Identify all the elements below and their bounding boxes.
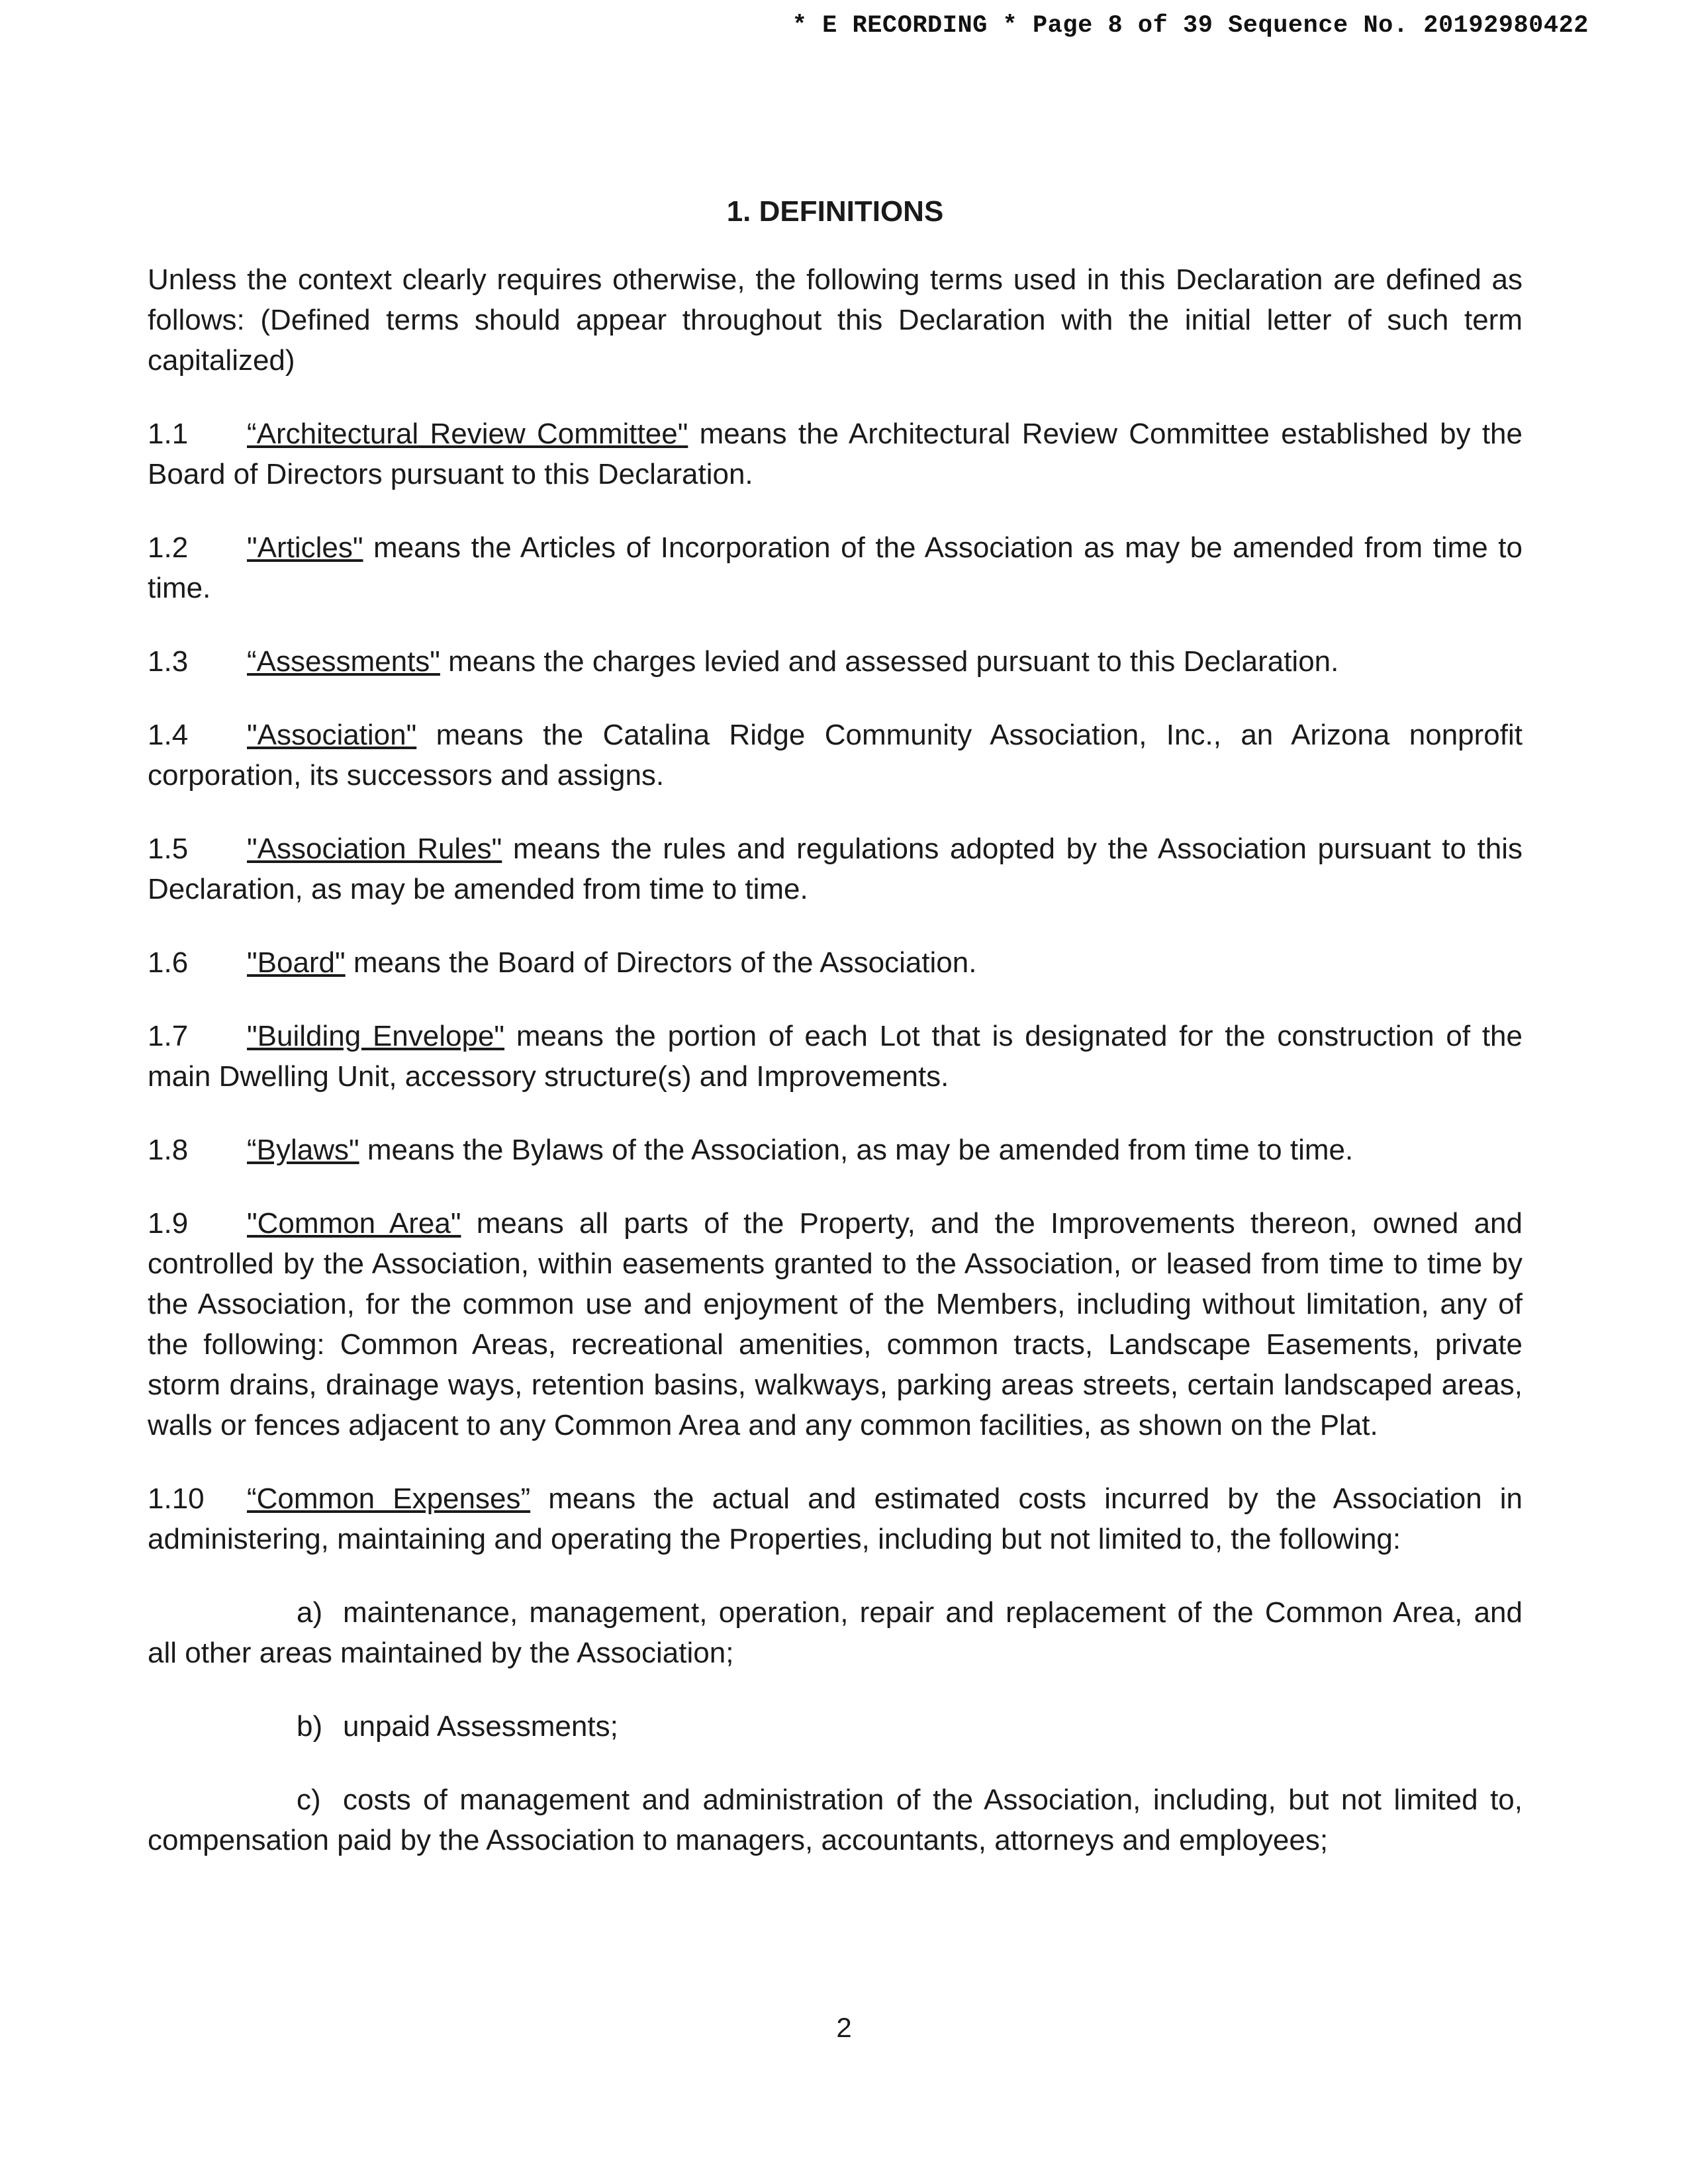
definition-number: 1.10 bbox=[148, 1482, 205, 1515]
definition-text: means the Catalina Ridge Community Association, Inc., an Arizona nonprofit corporation, its successors and assigns. bbox=[148, 719, 1523, 792]
subitem-text: costs of management and administration of the Association, including, but not limited to, compensation paid by the Association to managers, accountants, attorneys and employees; bbox=[148, 1784, 1523, 1856]
definition-term: “Bylaws" bbox=[247, 1134, 359, 1166]
subitem-b bbox=[148, 1706, 1523, 1747]
definition-text: means the Board of Directors of the Association. bbox=[345, 946, 977, 979]
definition-term: "Building Envelope" bbox=[247, 1020, 505, 1052]
page-content bbox=[148, 192, 1523, 1893]
definition-1-6 bbox=[148, 942, 1523, 983]
definition-1-7 bbox=[148, 1016, 1523, 1097]
definition-term: "Association" bbox=[247, 719, 417, 751]
definition-1-1 bbox=[148, 414, 1523, 494]
definition-text: means the actual and estimated costs incurred by the Association in administering, maintaining and operating the Properties, including but not limited to, the following: bbox=[148, 1482, 1523, 1555]
definition-1-5 bbox=[148, 829, 1523, 909]
subitem-letter: a) bbox=[297, 1596, 323, 1629]
definition-number: 1.9 bbox=[148, 1207, 189, 1240]
definition-1-3 bbox=[148, 641, 1523, 682]
definition-text: means the Articles of Incorporation of the Association as may be amended from time to time. bbox=[148, 531, 1523, 604]
recording-stamp: * E RECORDING * Page 8 of 39 Sequence No. 20192980422 bbox=[792, 12, 1589, 40]
subitem-text: unpaid Assessments; bbox=[343, 1710, 618, 1743]
section-title: 1. DEFINITIONS bbox=[726, 195, 944, 228]
subitem-text: maintenance, management, operation, repair and replacement of the Common Area, and all other areas maintained by the Association; bbox=[148, 1596, 1523, 1669]
definition-number: 1.4 bbox=[148, 719, 189, 751]
subitem-a bbox=[148, 1592, 1523, 1673]
definition-text: means the Architectural Review Committee established by the Board of Directors pursuant to this Declaration. bbox=[148, 418, 1523, 490]
definition-text: means the Bylaws of the Association, as may be amended from time to time. bbox=[359, 1134, 1354, 1166]
definition-term: "Articles" bbox=[247, 531, 363, 564]
subitem-c bbox=[148, 1780, 1523, 1860]
definition-term: "Common Area" bbox=[247, 1207, 461, 1240]
definition-text: means the portion of each Lot that is designated for the construction of the main Dwelling Unit, accessory structure(s) and Improvements. bbox=[148, 1020, 1523, 1093]
intro-paragraph: Unless the context clearly requires otherwise, the following terms used in this Declaration are defined as follows: (Defined terms should appear throughout this Declaration with the initial letter of such term capitalized) bbox=[148, 263, 1523, 377]
subitem-letter: b) bbox=[297, 1710, 323, 1743]
definition-term: "Association Rules" bbox=[247, 833, 502, 865]
page-number: 2 bbox=[836, 2012, 852, 2043]
subitem-letter: c) bbox=[297, 1784, 321, 1816]
definition-number: 1.1 bbox=[148, 418, 189, 450]
definition-1-9 bbox=[148, 1203, 1523, 1445]
definition-text: means the rules and regulations adopted by the Association pursuant to this Declaration, as may be amended from time to time. bbox=[148, 833, 1523, 905]
definition-term: “Assessments" bbox=[247, 645, 440, 678]
definition-number: 1.8 bbox=[148, 1134, 189, 1166]
definition-number: 1.7 bbox=[148, 1020, 189, 1052]
definition-number: 1.2 bbox=[148, 531, 189, 564]
definition-text: means all parts of the Property, and the Improvements thereon, owned and controlled by the Association, within easements granted to the Association, or leased from time to time by the Association, for the common use and enjoyment of the Members, including without limitation, any of the following: Common Areas, recreational amenities, common tracts, Landscape Easements, private storm drains, drainage ways, retention basins, walkways, parking areas streets, certain landscaped areas, walls or fences adjacent to any Common Area and any common facilities, as shown on the Plat. bbox=[148, 1207, 1523, 1441]
definition-term: “Architectural Review Committee" bbox=[247, 418, 688, 450]
definition-term: “Common Expenses” bbox=[247, 1482, 531, 1515]
definition-1-4 bbox=[148, 715, 1523, 796]
definition-1-8 bbox=[148, 1130, 1523, 1170]
definition-1-2 bbox=[148, 527, 1523, 608]
definition-number: 1.6 bbox=[148, 946, 189, 979]
definition-text: means the charges levied and assessed pursuant to this Declaration. bbox=[440, 645, 1339, 678]
definition-1-10 bbox=[148, 1479, 1523, 1559]
definition-term: "Board" bbox=[247, 946, 346, 979]
definition-number: 1.3 bbox=[148, 645, 189, 678]
definition-number: 1.5 bbox=[148, 833, 189, 865]
